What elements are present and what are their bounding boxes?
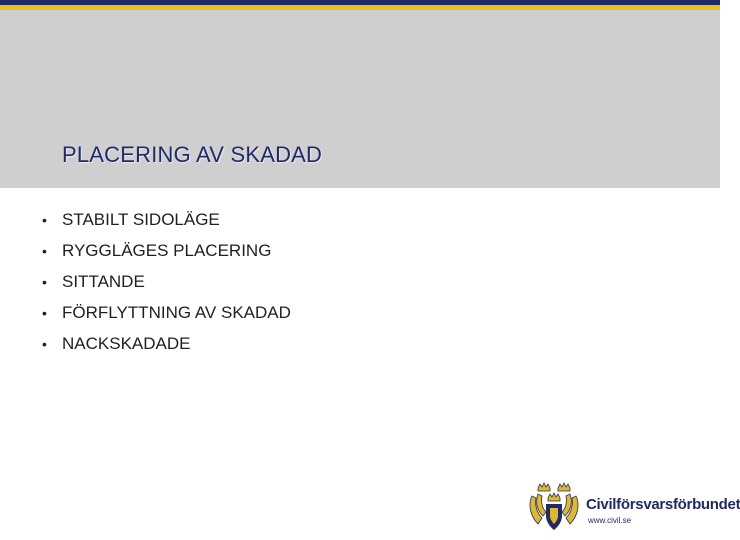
bullet-dot-icon: • [42,305,47,321]
bullet-list [42,206,291,361]
bullet-dot-icon: • [42,274,47,290]
bullet-dot-icon: • [42,243,47,259]
bullet-dot-icon: • [42,336,47,352]
bullet-item [42,330,291,361]
bullet-dot-icon: • [42,212,47,228]
bullet-item [42,268,291,299]
crowned-emblem-icon [526,482,582,534]
logo-name: Civilförsvarsförbundet [586,496,740,513]
slide-title: PLACERING AV SKADAD [62,142,323,167]
bullet-item [42,206,291,237]
bullet-text: STABILT SIDOLÄGE [62,210,220,229]
bullet-text: RYGGLÄGES PLACERING [62,241,272,260]
bullet-item [42,299,291,330]
bullet-text: SITTANDE [62,272,145,291]
bullet-item [42,237,291,268]
logo-url: www.civil.se [588,516,632,525]
bullet-text: NACKSKADADE [62,334,191,353]
bullet-text: FÖRFLYTTNING AV SKADAD [62,303,291,322]
organization-logo [526,482,740,534]
